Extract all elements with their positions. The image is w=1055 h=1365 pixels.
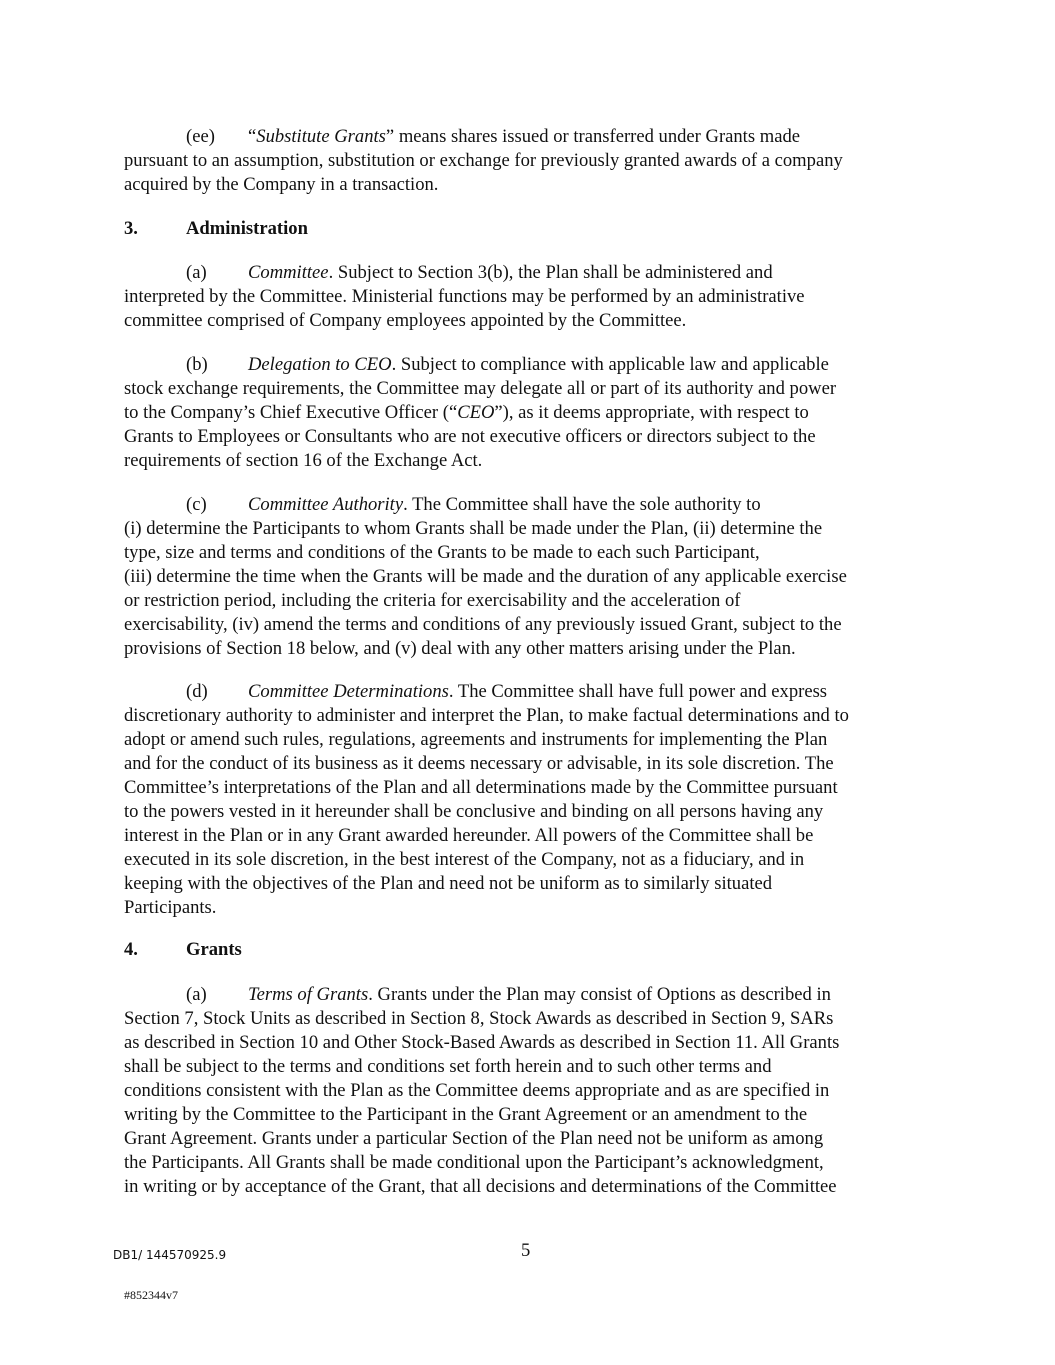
paragraph-line: exercisability, (iv) amend the terms and conditions of any previously issued Grant, subject to the [124, 614, 842, 635]
paragraph-line [124, 680, 936, 704]
text: . Subject to Section 3(b), the Plan shall be administered and [328, 262, 773, 283]
section-heading-3 [124, 217, 308, 241]
paragraph-line: Grant Agreement. Grants under a particular Section of the Plan need not be uniform as among [124, 1128, 824, 1149]
paragraph-line: Committee’s interpretations of the Plan and all determinations made by the Committee pursuant [124, 777, 838, 798]
paragraph-4a [124, 983, 936, 1199]
paragraph-label: (a) [186, 262, 207, 283]
text: . The Committee shall have the sole authority to [403, 494, 761, 515]
text: to the Company’s Chief Executive Officer (“ [124, 402, 458, 423]
paragraph-line: committee comprised of Company employees appointed by the Committee. [124, 310, 687, 331]
paragraph-line: Grants to Employees or Consultants who are not executive officers or directors subject to the [124, 426, 816, 447]
paragraph-heading: Terms of Grants [248, 984, 369, 1005]
paragraph-ee [124, 125, 936, 197]
paragraph-line: in writing or by acceptance of the Grant, that all decisions and determinations of the Committee [124, 1176, 837, 1197]
paragraph-3b [124, 353, 936, 473]
paragraph-line: type, size and terms and conditions of the Grants to be made to each such Participant, [124, 542, 760, 563]
text: “ [248, 126, 257, 147]
paragraph-line: the Participants. All Grants shall be made conditional upon the Participant’s acknowledgment, [124, 1152, 824, 1173]
paragraph-line: requirements of section 16 of the Exchange Act. [124, 450, 483, 471]
paragraph-3c [124, 493, 936, 661]
paragraph-line: as described in Section 10 and Other Stock-Based Awards as described in Section 11. All Grants [124, 1032, 840, 1053]
paragraph-line: (i) determine the Participants to whom Grants shall be made under the Plan, (ii) determine the [124, 518, 823, 539]
paragraph-line [124, 493, 936, 517]
paragraph-heading: Committee Determinations [248, 681, 449, 702]
paragraph-line: adopt or amend such rules, regulations, agreements and instruments for implementing the Plan [124, 729, 828, 750]
paragraph-line: keeping with the objectives of the Plan and need not be uniform as to similarly situated [124, 873, 773, 894]
text: . Subject to compliance with applicable law and applicable [391, 354, 829, 375]
paragraph-line: interest in the Plan or in any Grant awarded hereunder. All powers of the Committee shall be [124, 825, 814, 846]
paragraph-line [124, 401, 936, 425]
paragraph-label: (b) [186, 354, 208, 375]
text: . Grants under the Plan may consist of Options as described in [368, 984, 831, 1005]
paragraph-label: (d) [186, 681, 208, 702]
page-number: 5 [521, 1240, 531, 1261]
paragraph-line [124, 983, 936, 1007]
paragraph-label: (c) [186, 494, 207, 515]
paragraph-line: interpreted by the Committee. Ministerial functions may be performed by an administrative [124, 286, 805, 307]
paragraph-label: (ee) [186, 126, 215, 147]
paragraph-line: stock exchange requirements, the Committee may delegate all or part of its authority and power [124, 378, 837, 399]
paragraph-line [124, 261, 936, 285]
paragraph-line: shall be subject to the terms and conditions set forth herein and to such other terms and [124, 1056, 772, 1077]
defined-term: CEO [457, 402, 495, 423]
section-number: 4. [124, 939, 138, 960]
paragraph-line: or restriction period, including the criteria for exercisability and the acceleration of [124, 590, 741, 611]
section-title: Grants [186, 939, 242, 960]
paragraph-heading: Committee Authority [248, 494, 404, 515]
paragraph-line: and for the conduct of its business as it deems necessary or advisable, in its sole discretion. The [124, 753, 834, 774]
defined-term: Substitute Grants [256, 126, 386, 147]
paragraph-line [124, 353, 936, 377]
paragraph-line: Section 7, Stock Units as described in Section 8, Stock Awards as described in Section 9, SARs [124, 1008, 834, 1029]
text: ” means shares issued or transferred under Grants made [385, 126, 800, 147]
document-id: DB1/ 144570925.9 [113, 1248, 227, 1262]
paragraph-line: discretionary authority to administer and interpret the Plan, to make factual determinations and to [124, 705, 849, 726]
text: ”), as it deems appropriate, with respect to [494, 402, 809, 423]
paragraph-3a [124, 261, 936, 333]
paragraph-line: Participants. [124, 897, 217, 918]
paragraph-line: pursuant to an assumption, substitution or exchange for previously granted awards of a company [124, 150, 843, 171]
paragraph-heading: Delegation to CEO [248, 354, 392, 375]
paragraph-line: writing by the Committee to the Participant in the Grant Agreement or an amendment to the [124, 1104, 808, 1125]
paragraph-heading: Committee [248, 262, 329, 283]
document-version: #852344v7 [124, 1288, 178, 1302]
paragraph-3d [124, 680, 936, 920]
paragraph-label: (a) [186, 984, 207, 1005]
paragraph-line [124, 125, 936, 149]
section-title: Administration [186, 218, 308, 239]
paragraph-line: executed in its sole discretion, in the best interest of the Company, not as a fiduciary, and in [124, 849, 805, 870]
paragraph-line: provisions of Section 18 below, and (v) deal with any other matters arising under the Plan. [124, 638, 796, 659]
paragraph-line: conditions consistent with the Plan as the Committee deems appropriate and as are specified in [124, 1080, 830, 1101]
section-heading-4 [124, 938, 242, 962]
paragraph-line: (iii) determine the time when the Grants will be made and the duration of any applicable exercise [124, 566, 847, 587]
paragraph-line: acquired by the Company in a transaction. [124, 174, 439, 195]
paragraph-line: to the powers vested in it hereunder shall be conclusive and binding on all persons having any [124, 801, 824, 822]
text: . The Committee shall have full power and express [448, 681, 828, 702]
section-number: 3. [124, 218, 138, 239]
